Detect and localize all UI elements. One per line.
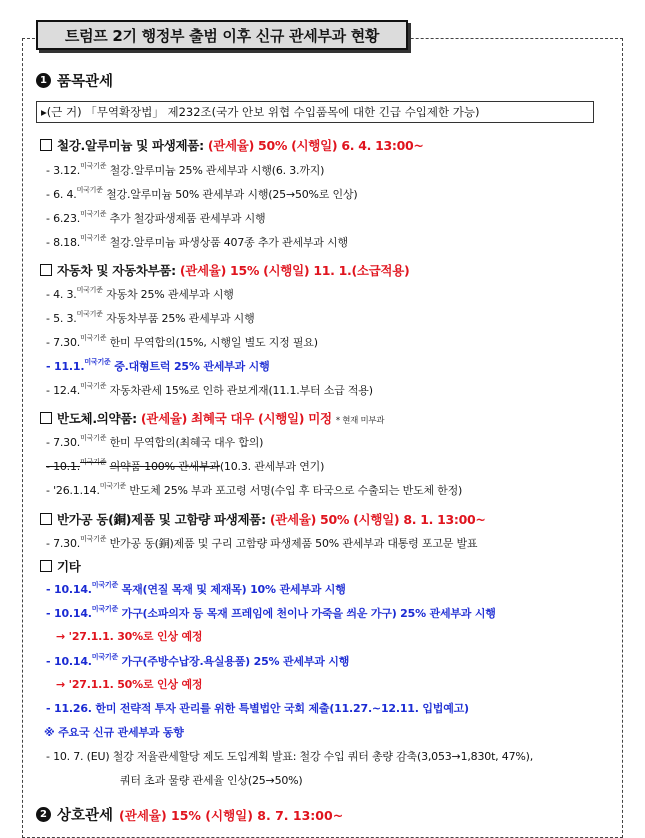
checkbox-square-icon: [40, 139, 52, 151]
list-item: - 4. 3.$^{미국기준}$ 자동차 25% 관세부과 시행: [46, 286, 234, 301]
auto-header-row: [40, 261, 409, 279]
list-item: - 8.18.$^{미국기준}$ 철강.알루미늄 파생상품 407종 추가 관세부과 시행: [46, 234, 348, 249]
list-item: - 7.30.$^{미국기준}$ 반가공 동(銅)제품 및 구리 고함량 파생제품 50% 관세부과 대통령 포고문 발표: [46, 535, 478, 550]
list-item: - 7.30.$^{미국기준}$ 한미 무역합의(15%, 시행일 별도 지정 필요): [46, 334, 318, 349]
semi-header-row: [40, 409, 384, 427]
steel-header: 철강.알루미늄 및 파생제품:: [57, 138, 204, 153]
section-number-badge: 1: [36, 73, 51, 88]
list-item: - 10.14.$^{미국기준}$ 가구(소파의자 등 목재 프레임에 천이나 가죽을 씌운 가구) 25% 관세부과 시행: [46, 605, 496, 620]
steel-header-row: [40, 136, 424, 154]
legal-basis-box: ▸(근 거) 「무역확장법」 제232조(국가 안보 위협 수입품목에 대한 긴급 수입제한 가능): [36, 101, 594, 123]
list-item: - 5. 3.$^{미국기준}$ 자동차부품 25% 관세부과 시행: [46, 310, 255, 325]
section-1-title: 품목관세: [57, 74, 114, 90]
checkbox-square-icon: [40, 560, 52, 572]
section-2-title: 상호관세: [57, 808, 114, 824]
increase-note: → '27.1.1. 50%로 인상 예정: [56, 678, 203, 691]
list-item: - 6.23.$^{미국기준}$ 추가 철강파생제품 관세부과 시행: [46, 210, 266, 225]
list-item: - '26.1.14.$^{미국기준}$ 반도체 25% 부과 포고령 서명(수입 후 타국으로 수출되는 반도체 한정): [46, 482, 463, 497]
section-number-badge: 2: [36, 807, 51, 822]
list-item: - 10.1.$^{미국기준}$ 의약품 100% 관세부과(10.3. 관세부과 연기): [46, 458, 325, 473]
list-item: - 12.4.$^{미국기준}$ 자동차관세 15%로 인하 관보게재(11.1.부터 소급 적용): [46, 382, 373, 397]
list-item: - 7.30.$^{미국기준}$ 한미 무역합의(최혜국 대우 합의): [46, 434, 264, 449]
auto-header: 자동차 및 자동차부품:: [57, 263, 176, 278]
semi-header: 반도체.의약품:: [57, 411, 137, 426]
section-2-heading: [36, 804, 343, 825]
checkbox-square-icon: [40, 412, 52, 424]
list-item: - 10.14.$^{미국기준}$ 가구(주방수납장.욕실용품) 25% 관세부과 시행: [46, 653, 350, 668]
major-countries-line-2: 쿼터 초과 물량 관세율 인상(25→50%): [120, 774, 303, 787]
semi-rate: (관세율) 최혜국 대우 (시행일) 미정: [140, 411, 332, 426]
section-1-heading: [36, 70, 113, 91]
checkbox-square-icon: [40, 513, 52, 525]
list-item: - 3.12.$^{미국기준}$ 철강.알루미늄 25% 관세부과 시행(6. 3.까지): [46, 162, 325, 177]
list-item: - 11.1.$^{미국기준}$ 중.대형트럭 25% 관세부과 시행: [46, 358, 270, 373]
page-title: 트럼프 2기 행정부 출범 이후 신규 관세부과 현황: [36, 20, 408, 50]
list-item: - 11.26. 한미 전략적 투자 관리를 위한 특별법안 국회 제출(11.27.~12.11. 입법예고): [46, 702, 469, 715]
steel-rate: (관세율) 50% (시행일) 6. 4. 13:00~: [207, 138, 424, 153]
list-item: - 6. 4.$^{미국기준}$ 철강.알루미늄 50% 관세부과 시행(25→50%로 인상): [46, 186, 358, 201]
auto-rate: (관세율) 15% (시행일) 11. 1.(소급적용): [179, 263, 410, 278]
copper-header: 반가공 동(銅)제품 및 고함량 파생제품:: [57, 512, 266, 527]
major-countries-header: ※ 주요국 신규 관세부과 동향: [44, 726, 184, 739]
copper-rate: (관세율) 50% (시행일) 8. 1. 13:00~: [269, 512, 486, 527]
increase-note: → '27.1.1. 30%로 인상 예정: [56, 630, 203, 643]
etc-header: 기타: [57, 559, 81, 574]
copper-header-row: [40, 510, 486, 528]
list-item: - 10.14.$^{미국기준}$ 목재(연질 목재 및 제재목) 10% 관세부과 시행: [46, 581, 346, 596]
checkbox-square-icon: [40, 264, 52, 276]
etc-header-row: [40, 557, 81, 575]
semi-note: * 현재 미부과: [335, 416, 385, 426]
major-countries-line-1: - 10. 7. (EU) 철강 저율관세할당 제도 도입계획 발표: 철강 수입 쿼터 총량 감축(3,053→1,830t, 47%),: [46, 750, 534, 763]
section-2-rate: (관세율) 15% (시행일) 8. 7. 13:00~: [119, 807, 344, 823]
